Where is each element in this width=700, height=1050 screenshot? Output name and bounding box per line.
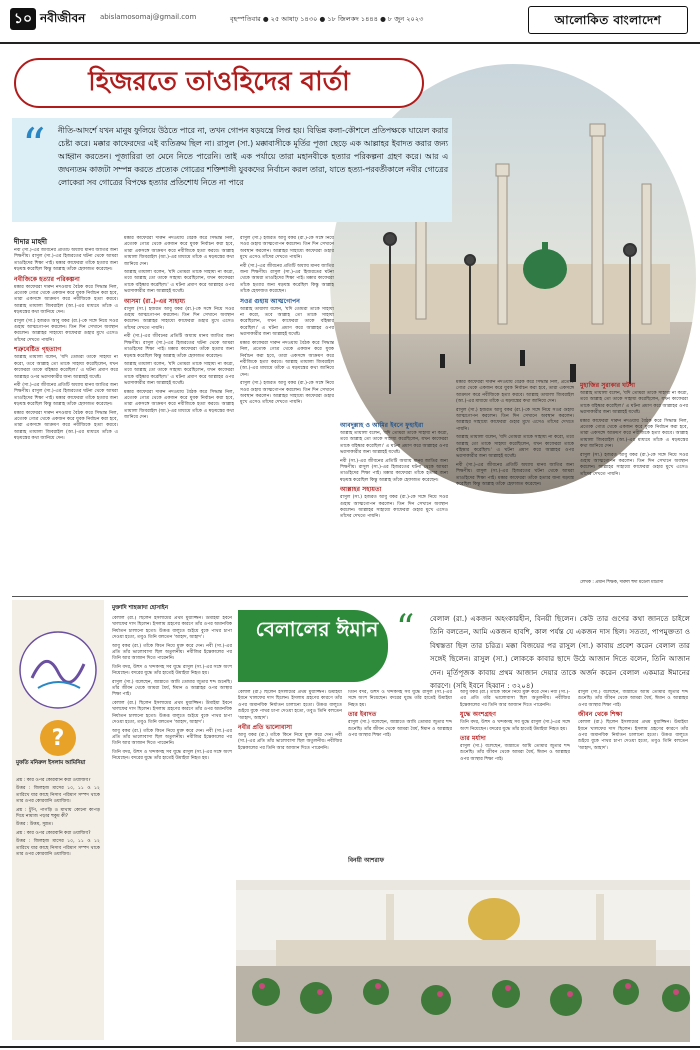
subheading: জীবন থেকে শিক্ষা [578,711,623,719]
subheading: সওর গুহায় আত্মগোপন [240,297,300,305]
page-header [0,0,700,44]
column-text: আল্লাহ তায়ালা বলেন, 'যদি তোমরা তাকে সাহায্য না করো, তবে আল্লাহ তো তাকে সাহায্য করেছিলেন, যখন কাফেররা তাকে বহিষ্কার করেছিল।' এ ঘটনা প্রমাণ করে আল্লাহর ওপর ভরসাকারীর জন্য আল্লাহই যথেষ্ট। [340,431,448,456]
email-address[interactable]: abislamosomaj@gmail.com [100,13,197,21]
article-column-1 [14,248,118,588]
article-column-4 [340,420,448,588]
page-number: ১০ [10,8,36,30]
column-text: রাসুল (সা.) হজরত আবু বকর (রা.)-কে সঙ্গে নিয়ে সওর গুহায় আত্মগোপন করলেন। তিন দিন সেখানে অবস্থান করলেন। আল্লাহর সাহায্যে কাফেররা গুহার মুখে এসেও তাঁদের দেখতে পায়নি। [340,495,448,520]
qa-item: প্রশ্ন : টুপি, পাগড়ি ও মাথায় কোনো কাপড় দিয়ে নামাজ পড়ার হুকুম কী? [16,807,100,820]
column-text: মক্কার কাফেররা দারুন নদওয়ায় বৈঠক করে সিদ্ধান্ত নিল, প্রত্যেক গোত্র থেকে একজন করে যুবক নির্বাচন করা হবে, তারা একসঙ্গে আক্রমণ করে নবীজিকে হত্যা করবে। আল্লাহ তায়ালা জিবরাইল (আ.)-এর মাধ্যমে তাঁকে এ ষড়যন্ত্রের কথা জানিয়ে দেন। [240,340,334,378]
lead-paragraph: নীতি-আদর্শে যখন মানুষ ফুলিয়ে উঠতে পারে না, তখন গোপন ষড়যন্ত্রে লিপ্ত হয়। বিভিন্ন কলা-কৌশলে প্রতিপক্ষকে ঘায়েল করার চেষ্টা করে। মক্কার কাফেরদের এই ব্যতিক্রম ছিল না। রাসুল (সা.) মক্কাবাসীকে মূর্তির পূজা ছেড়ে এক আল্লাহর ইবাদত করার জন্য আহ্বান করতেন। পূজারিরা তা মেনে নিতে পারেনি। তাই এক পর্যায়ে তারা মহানবীকে হত্যার পরিকল্পনা গ্রহণ করে। আর এ জঘন্যতম কাজটা সম্পন্ন করতে প্রত্যেক গোত্রের শক্তিশালী যুবকদের নির্বাচন করল তারা, যাতে হত্যা-পরবর্তীকালে নবীর গোত্রের লোকেরা সব গোত্রের বিপক্ষে হত্যার প্রতিশোধ নিতে না পারে [58,126,448,188]
column-text: তিনি বদর, উহুদ ও খন্দকসহ সব যুদ্ধে রাসুল (সা.)-এর সঙ্গে অংশ নিয়েছেন। বদরের যুদ্ধে তাঁর হাতেই উমাইয়া নিহত হয়। [112,664,232,677]
column-text: নবী (সা.)-এর জীবনের প্রতিটি অধ্যায় মানব জাতির জন্য শিক্ষণীয়। রাসুল (সা.)-এর হিজরতের ঘটনা থেকে আমরা তাওহিদের শিক্ষা পাই। মক্কার কাফেররা তাঁকে হত্যার জন্য ষড়যন্ত্র করেছিল কিন্তু আল্লাহ তাঁকে হেফাজত করেছেন। [124,334,234,359]
section-name: নবীজীবন [40,11,86,25]
subheading: তার মর্যাদা [460,735,486,743]
garden-illustration [236,880,690,1042]
column-text: বেলাল (রা.) ছিলেন ইসলামের প্রথম মুয়াজ্জিন। উমাইয়া ইবনে খালফের দাস ছিলেন। ইসলাম গ্রহণের কারণে তাঁর ওপর অমানবিক নির্যাতন চালানো হতো। উত্তপ্ত বালুতে শুইয়ে বুকে পাথর চাপা দেওয়া হতো, তবুও তিনি বলতেন 'আহাদ, আহাদ'। [112,700,232,726]
article-column-3 [240,236,334,588]
column-author: মুক্তাদি শাহজাদা হোসাইন [112,605,169,611]
qa-item: উত্তর : জিলহজ মাসের ১০, ১১ ও ১২ তারিখে যার কাছে নিসাব পরিমাণ সম্পদ থাকে তার ওপর কোরবানি ওয়াজিব। [16,786,100,805]
bellal-title: বেলালের ঈমান [255,617,379,641]
column-text: রাসুল (সা.) বলেছেন, জান্নাতে আমি তোমার জুতার শব্দ শুনেছি। তাঁর জীবন থেকে আমরা ধৈর্য, ঈমান ও আল্লাহর ওপর আস্থার শিক্ষা পাই। [348,720,452,739]
mosque-garden-photo [236,880,690,1042]
column-text: নবী (সা.)-এর জীবনের প্রতিটি অধ্যায় মানব জাতির জন্য শিক্ষণীয়। রাসুল (সা.)-এর হিজরতের ঘটনা থেকে আমরা তাওহিদের শিক্ষা পাই। মক্কার কাফেররা তাঁকে হত্যার জন্য ষড়যন্ত্র করেছিল কিন্তু আল্লাহ তাঁকে হেফাজত করেছেন। [340,458,448,483]
column-text: আল্লাহ তায়ালা বলেন, 'যদি তোমরা তাকে সাহায্য না করো, তবে আল্লাহ তো তাকে সাহায্য করেছিলেন, যখন কাফেররা তাকে বহিষ্কার করেছিল।' এ ঘটনা প্রমাণ করে আল্লাহর ওপর ভরসাকারীর জন্য আল্লাহই যথেষ্ট। [580,391,688,416]
column-text: তিনি বদর, উহুদ ও খন্দকসহ সব যুদ্ধে রাসুল (সা.)-এর সঙ্গে অংশ নিয়েছেন। বদরের যুদ্ধে তাঁর হাতেই উমাইয়া নিহত হয়। [112,749,232,762]
column-text: তিনি বদর, উহুদ ও খন্দকসহ সব যুদ্ধে রাসুল (সা.)-এর সঙ্গে অংশ নিয়েছেন। বদরের যুদ্ধে তাঁর হাতেই উমাইয়া নিহত হয়। [460,720,570,732]
sidebar-article-column [112,616,232,1040]
subheading: আবদুল্লাহ ও আমির ইবনে ফুহাইরা [340,422,424,429]
column-text: আল্লাহ তায়ালা বলেন, 'যদি তোমরা তাকে সাহায্য না করো, তবে আল্লাহ তো তাকে সাহায্য করেছিলেন, যখন কাফেররা তাকে বহিষ্কার করেছিল।' এ ঘটনা প্রমাণ করে আল্লাহর ওপর ভরসাকারীর জন্য আল্লাহই যথেষ্ট। [240,306,334,338]
author-byline: দীদার মাহদী [14,238,47,246]
svg-text:?: ? [51,726,65,751]
sidebar-panel [12,600,104,1040]
question-icon [38,718,78,758]
column-text: মক্কার কাফেররা দারুন নদওয়ায় বৈঠক করে সিদ্ধান্ত নিল, প্রত্যেক গোত্র থেকে একজন করে যুবক নির্বাচন করা হবে, তারা একসঙ্গে আক্রমণ করে নবীজিকে হত্যা করবে। আল্লাহ তায়ালা জিবরাইল (আ.)-এর মাধ্যমে তাঁকে এ ষড়যন্ত্রের কথা জানিয়ে দেন। [124,236,234,267]
newspaper-logo: আলোকিত বাংলাদেশ [528,6,688,34]
subheading: যুদ্ধে অংশগ্রহণ [460,711,497,719]
column-text: মক্কার কাফেররা দারুন নদওয়ায় বৈঠক করে সিদ্ধান্ত নিল, প্রত্যেক গোত্র থেকে একজন করে যুবক নির্বাচন করা হবে, তারা একসঙ্গে আক্রমণ করে নবীজিকে হত্যা করবে। আল্লাহ তায়ালা জিবরাইল (আ.)-এর মাধ্যমে তাঁকে এ ষড়যন্ত্রের কথা জানিয়ে দেন। [14,410,118,442]
qa-item: উত্তর : উত্তম, সুন্নত। [16,822,53,828]
subheading: নবীজিকে হত্যার পরিকল্পনা [14,275,80,283]
bellal-column-2 [348,690,452,876]
quote-icon: “ [396,608,415,649]
qa-list [16,778,100,1034]
column-text: নবী (সা.)-এর জীবনের প্রতিটি অধ্যায় মানব জাতির জন্য শিক্ষণীয়। রাসুল (সা.)-এর হিজরতের ঘটনা থেকে আমরা তাওহিদের শিক্ষা পাই। মক্কার কাফেররা তাঁকে হত্যার জন্য ষড়যন্ত্র করেছিল কিন্তু আল্লাহ তাঁকে হেফাজত করেছেন। [240,263,334,295]
bellal-column-1 [238,690,342,876]
footer-rule [0,1046,700,1048]
column-text: রাসুল (সা.) বলেছেন, জান্নাতে আমি তোমার জুতার শব্দ শুনেছি। তাঁর জীবন থেকে আমরা ধৈর্য, ঈমান ও আল্লাহর ওপর আস্থার শিক্ষা পাই। [460,744,570,762]
column-text: রাসুল (সা.) হজরত আবু বকর (রা.)-কে সঙ্গে নিয়ে সওর গুহায় আত্মগোপন করলেন। তিন দিন সেখানে অবস্থান করলেন। আল্লাহর সাহায্যে কাফেররা গুহার মুখে এসেও তাঁদের দেখতে পায়নি। [14,318,118,343]
column-text: তিনি বদর, উহুদ ও খন্দকসহ সব যুদ্ধে রাসুল (সা.)-এর সঙ্গে অংশ নিয়েছেন। বদরের যুদ্ধে তাঁর হাতেই উমাইয়া নিহত হয়। [348,690,452,708]
bellal-column-4 [578,690,688,876]
column-text: রাসুল (সা.) হজরত আবু বকর (রা.)-কে সঙ্গে নিয়ে সওর গুহায় আত্মগোপন করলেন। তিন দিন সেখানে অবস্থান করলেন। আল্লাহর সাহায্যে কাফেররা গুহার মুখে এসেও তাঁদের দেখতে পায়নি। [124,306,234,331]
dateline: বৃহস্পতিবার ● ২৫ আষাঢ় ১৪৩০ ● ১৮ জিলকদ ১৪৪৪ ● ৮ জুন ২০২৩ [230,15,424,23]
qa-item: প্রশ্ন : কার ওপর কোরবানি করা ওয়াজিব? [16,830,91,836]
column-text: মক্কার কাফেররা দারুন নদওয়ায় বৈঠক করে সিদ্ধান্ত নিল, প্রত্যেক গোত্র থেকে একজন করে যুবক নির্বাচন করা হবে, তারা একসঙ্গে আক্রমণ করে নবীজিকে হত্যা করবে। আল্লাহ তায়ালা জিবরাইল (আ.)-এর মাধ্যমে তাঁকে এ ষড়যন্ত্রের কথা জানিয়ে দেন। [580,418,688,450]
column-text: রাসুল (সা.) হজরত আবু বকর (রা.)-কে সঙ্গে নিয়ে সওর গুহায় আত্মগোপন করলেন। তিন দিন সেখানে অবস্থান করলেন। আল্লাহর সাহায্যে কাফেররা গুহার মুখে এসেও তাঁদের দেখতে পায়নি। [456,407,574,432]
subheading: তার ইবাদত [348,711,377,719]
column-text: রাসুল (সা.) হজরত আবু বকর (রা.)-কে সঙ্গে নিয়ে সওর গুহায় আত্মগোপন করলেন। তিন দিন সেখানে অবস্থান করলেন। আল্লাহর সাহায্যে কাফেররা গুহার মুখে এসেও তাঁদের দেখতে পায়নি। [580,452,688,477]
quote-icon: “ [22,118,46,172]
column-text: আবু বকর (রা.) তাঁকে কিনে নিয়ে মুক্ত করে দেন। নবী (সা.)-এর প্রতি তাঁর ভালোবাসা ছিল অতুলনীয়। নবীজির ইন্তেকালের পর তিনি আর আজান দিতে পারেননি। [238,733,342,751]
column-text: রাসুল (সা.) বলেছেন, জান্নাতে আমি তোমার জুতার শব্দ শুনেছি। তাঁর জীবন থেকে আমরা ধৈর্য, ঈমান ও আল্লাহর ওপর আস্থার শিক্ষা পাই। [112,679,232,698]
qa-item: উত্তর : জিলহজ মাসের ১০, ১১ ও ১২ তারিখে যার কাছে নিসাব পরিমাণ সম্পদ থাকে তার ওপর কোরবানি ওয়াজিব। [16,839,100,858]
section-divider [12,596,688,597]
column-text: নবী (সা.)-এর জীবনের প্রতিটি অধ্যায় মানব জাতির জন্য শিক্ষণীয়। রাসুল (সা.)-এর হিজরতের ঘটনা থেকে আমরা তাওহিদের শিক্ষা পাই। মক্কার কাফেররা তাঁকে হত্যার জন্য ষড়যন্ত্র করেছিল কিন্তু আল্লাহ তাঁকে হেফাজত করেছেন। [456,462,574,488]
subheading: নবীর প্রতি ভালোবাসা [238,724,293,732]
article-column-5 [456,380,574,588]
column-text: মক্কার কাফেররা দারুন নদওয়ায় বৈঠক করে সিদ্ধান্ত নিল, প্রত্যেক গোত্র থেকে একজন করে যুবক নির্বাচন করা হবে, তারা একসঙ্গে আক্রমণ করে নবীজিকে হত্যা করবে। আল্লাহ তায়ালা জিবরাইল (আ.)-এর মাধ্যমে তাঁকে এ ষড়যন্ত্রের কথা জানিয়ে দেন। [14,284,118,316]
subheading: শত্রুবেষ্টিত গৃহত্যাগ [14,346,62,354]
qa-item: প্রশ্ন : কার ওপর কোরবানি করা ওয়াজিব? [16,778,91,783]
column-text: বেলাল (রা.) ছিলেন ইসলামের প্রথম মুয়াজ্জিন। উমাইয়া ইবনে খালফের দাস ছিলেন। ইসলাম গ্রহণের কারণে তাঁর ওপর অমানবিক নির্যাতন চালানো হতো। উত্তপ্ত বালুতে শুইয়ে বুকে পাথর চাপা দেওয়া হতো, তবুও তিনি বলতেন 'আহাদ, আহাদ'। [578,720,688,751]
column-text: রাসুল (সা.) বলেছেন, জান্নাতে আমি তোমার জুতার শব্দ শুনেছি। তাঁর জীবন থেকে আমরা ধৈর্য, ঈমান ও আল্লাহর ওপর আস্থার শিক্ষা পাই। [578,690,688,708]
article-column-6 [580,380,688,576]
column-text: নবী (সা.)-এর জীবনের প্রতিটি অধ্যায় মানব জাতির জন্য শিক্ষণীয়। রাসুল (সা.)-এর হিজরতের ঘটনা থেকে আমরা তাওহিদের শিক্ষা পাই। মক্কার কাফেররা তাঁকে হত্যার জন্য ষড়যন্ত্র করেছিল কিন্তু আল্লাহ তাঁকে হেফাজত করেছেন। [14,382,118,408]
subheading: আল্লাহর সহায়তা [340,486,382,494]
column-text: আবু বকর (রা.) তাঁকে কিনে নিয়ে মুক্ত করে দেন। নবী (সা.)-এর প্রতি তাঁর ভালোবাসা ছিল অতুলনীয়। নবীজির ইন্তেকালের পর তিনি আর আজান দিতে পারেননি। [112,728,232,747]
bellal-column-3 [460,690,570,876]
feature-title: হিজরতে তাওহিদের বার্তা [14,58,424,108]
column-text: রাসুল (সা.) হজরত আবু বকর (রা.)-কে সঙ্গে নিয়ে সওর গুহায় আত্মগোপন করলেন। তিন দিন সেখানে অবস্থান করলেন। আল্লাহর সাহায্যে কাফেররা গুহার মুখে এসেও তাঁদের দেখতে পায়নি। [240,236,334,261]
subheading: আসমা (রা.)-এর সাহায্য [124,297,186,305]
column-text: মক্কার কাফেররা দারুন নদওয়ায় বৈঠক করে সিদ্ধান্ত নিল, প্রত্যেক গোত্র থেকে একজন করে যুবক নির্বাচন করা হবে, তারা একসঙ্গে আক্রমণ করে নবীজিকে হত্যা করবে। আল্লাহ তায়ালা জিবরাইল (আ.)-এর মাধ্যমে তাঁকে এ ষড়যন্ত্রের কথা জানিয়ে দেন। [124,389,234,421]
column-text: আল্লাহ তায়ালা বলেন, 'যদি তোমরা তাকে সাহায্য না করো, তবে আল্লাহ তো তাকে সাহায্য করেছিলেন, যখন কাফেররা তাকে বহিষ্কার করেছিল।' এ ঘটনা প্রমাণ করে আল্লাহর ওপর ভরসাকারীর জন্য আল্লাহই যথেষ্ট। [14,355,118,380]
author-footnote: লেখক : প্রধান শিক্ষক, দারুল হুদা মডেল মাদ্রাসা [580,580,664,585]
column-text: বেলাল (রা.) ছিলেন ইসলামের প্রথম মুয়াজ্জিন। উমাইয়া ইবনে খালফের দাস ছিলেন। ইসলাম গ্রহণের কারণে তাঁর ওপর অমানবিক নির্যাতন চালানো হতো। উত্তপ্ত বালুতে শুইয়ে বুকে পাথর চাপা দেওয়া হতো, তবুও তিনি বলতেন 'আহাদ, আহাদ'। [238,690,342,721]
column-text: আল্লাহ তায়ালা বলেন, 'যদি তোমরা তাকে সাহায্য না করো, তবে আল্লাহ তো তাকে সাহায্য করেছিলেন, যখন কাফেররা তাকে বহিষ্কার করেছিল।' এ ঘটনা প্রমাণ করে আল্লাহর ওপর ভরসাকারীর জন্য আল্লাহই যথেষ্ট। [124,270,234,295]
calligraphy-icon [18,630,98,710]
column-text: নবী (সা.)-এর জীবনের প্রতিটি অধ্যায় মানব জাতির জন্য শিক্ষণীয়। রাসুল (সা.)-এর হিজরতের ঘটনা থেকে আমরা তাওহিদের শিক্ষা পাই। মক্কার কাফেররা তাঁকে হত্যার জন্য ষড়যন্ত্র করেছিল কিন্তু আল্লাহ তাঁকে হেফাজত করেছেন। [14,248,118,273]
column-text: আল্লাহ তায়ালা বলেন, 'যদি তোমরা তাকে সাহায্য না করো, তবে আল্লাহ তো তাকে সাহায্য করেছিলেন, যখন কাফেররা তাকে বহিষ্কার করেছিল।' এ ঘটনা প্রমাণ করে আল্লাহর ওপর ভরসাকারীর জন্য আল্লাহই যথেষ্ট। [456,435,574,460]
column-text: আল্লাহ তায়ালা বলেন, 'যদি তোমরা তাকে সাহায্য না করো, তবে আল্লাহ তো তাকে সাহায্য করেছিলেন, যখন কাফেররা তাকে বহিষ্কার করেছিল।' এ ঘটনা প্রমাণ করে আল্লাহর ওপর ভরসাকারীর জন্য আল্লাহই যথেষ্ট। [124,361,234,387]
column-text: মক্কার কাফেররা দারুন নদওয়ায় বৈঠক করে সিদ্ধান্ত নিল, প্রত্যেক গোত্র থেকে একজন করে যুবক নির্বাচন করা হবে, তারা একসঙ্গে আক্রমণ করে নবীজিকে হত্যা করবে। আল্লাহ তায়ালা জিবরাইল (আ.)-এর মাধ্যমে তাঁকে এ ষড়যন্ত্রের কথা জানিয়ে দেন। [456,380,574,405]
article-column-2 [124,236,234,588]
column-text: আবু বকর (রা.) তাঁকে কিনে নিয়ে মুক্ত করে দেন। নবী (সা.)-এর প্রতি তাঁর ভালোবাসা ছিল অতুলনীয়। নবীজির ইন্তেকালের পর তিনি আর আজান দিতে পারেননি। [112,643,232,662]
subheading: মুহাজির সুরাকার ঘটনা [580,382,635,389]
column-text: বেলাল (রা.) ছিলেন ইসলামের প্রথম মুয়াজ্জিন। উমাইয়া ইবনে খালফের দাস ছিলেন। ইসলাম গ্রহণের কারণে তাঁর ওপর অমানবিক নির্যাতন চালানো হতো। উত্তপ্ত বালুতে শুইয়ে বুকে পাথর চাপা দেওয়া হতো, তবুও তিনি বলতেন 'আহাদ, আহাদ'। [112,616,232,641]
column-text: রাসুল (সা.) হজরত আবু বকর (রা.)-কে সঙ্গে নিয়ে সওর গুহায় আত্মগোপন করলেন। তিন দিন সেখানে অবস্থান করলেন। আল্লাহর সাহায্যে কাফেররা গুহার মুখে এসেও তাঁদের দেখতে পায়নি। [240,381,334,406]
bellal-byline: বিনয়ী আশরাফ [348,857,384,864]
bellal-lead: বেলাল (রা.) একজন অহংকারহীন, বিনয়ী ছিলেন। কেউ তার গুণের কথা জানতে চাইলে তিনি বলতেন, আমি একজন হাবশি, কাল পর্যন্ত যে একজন দাস ছিল। সততা, পাপমুক্ততা ও বিশ্বস্ততা ছিল তার চরিত্র। মক্কা বিজয়ের পর রাসুল (সা.) কাবায় প্রবেশ করেন বেলাল তার সঙ্গেই ছিলেন। রাসুল (সা.) লোককে কাবার ছাদে উঠে আজান দিতে বলেন, তিনি আজান দেন। মূর্তিপূজক কাবায় প্রথম আজান দেয়ার তাকে অর্জন করেন বেলাল একমাত্র ঈমানের কারণে। (সহি ইবনে হিব্বান : ৩২০৪) [430,614,690,691]
column-text: আবু বকর (রা.) তাঁকে কিনে নিয়ে মুক্ত করে দেন। নবী (সা.)-এর প্রতি তাঁর ভালোবাসা ছিল অতুলনীয়। নবীজির ইন্তেকালের পর তিনি আর আজান দিতে পারেননি। [460,690,570,708]
qa-heading: মুফতি মনিরুল ইসলাম আমিনিয়া [16,760,86,766]
